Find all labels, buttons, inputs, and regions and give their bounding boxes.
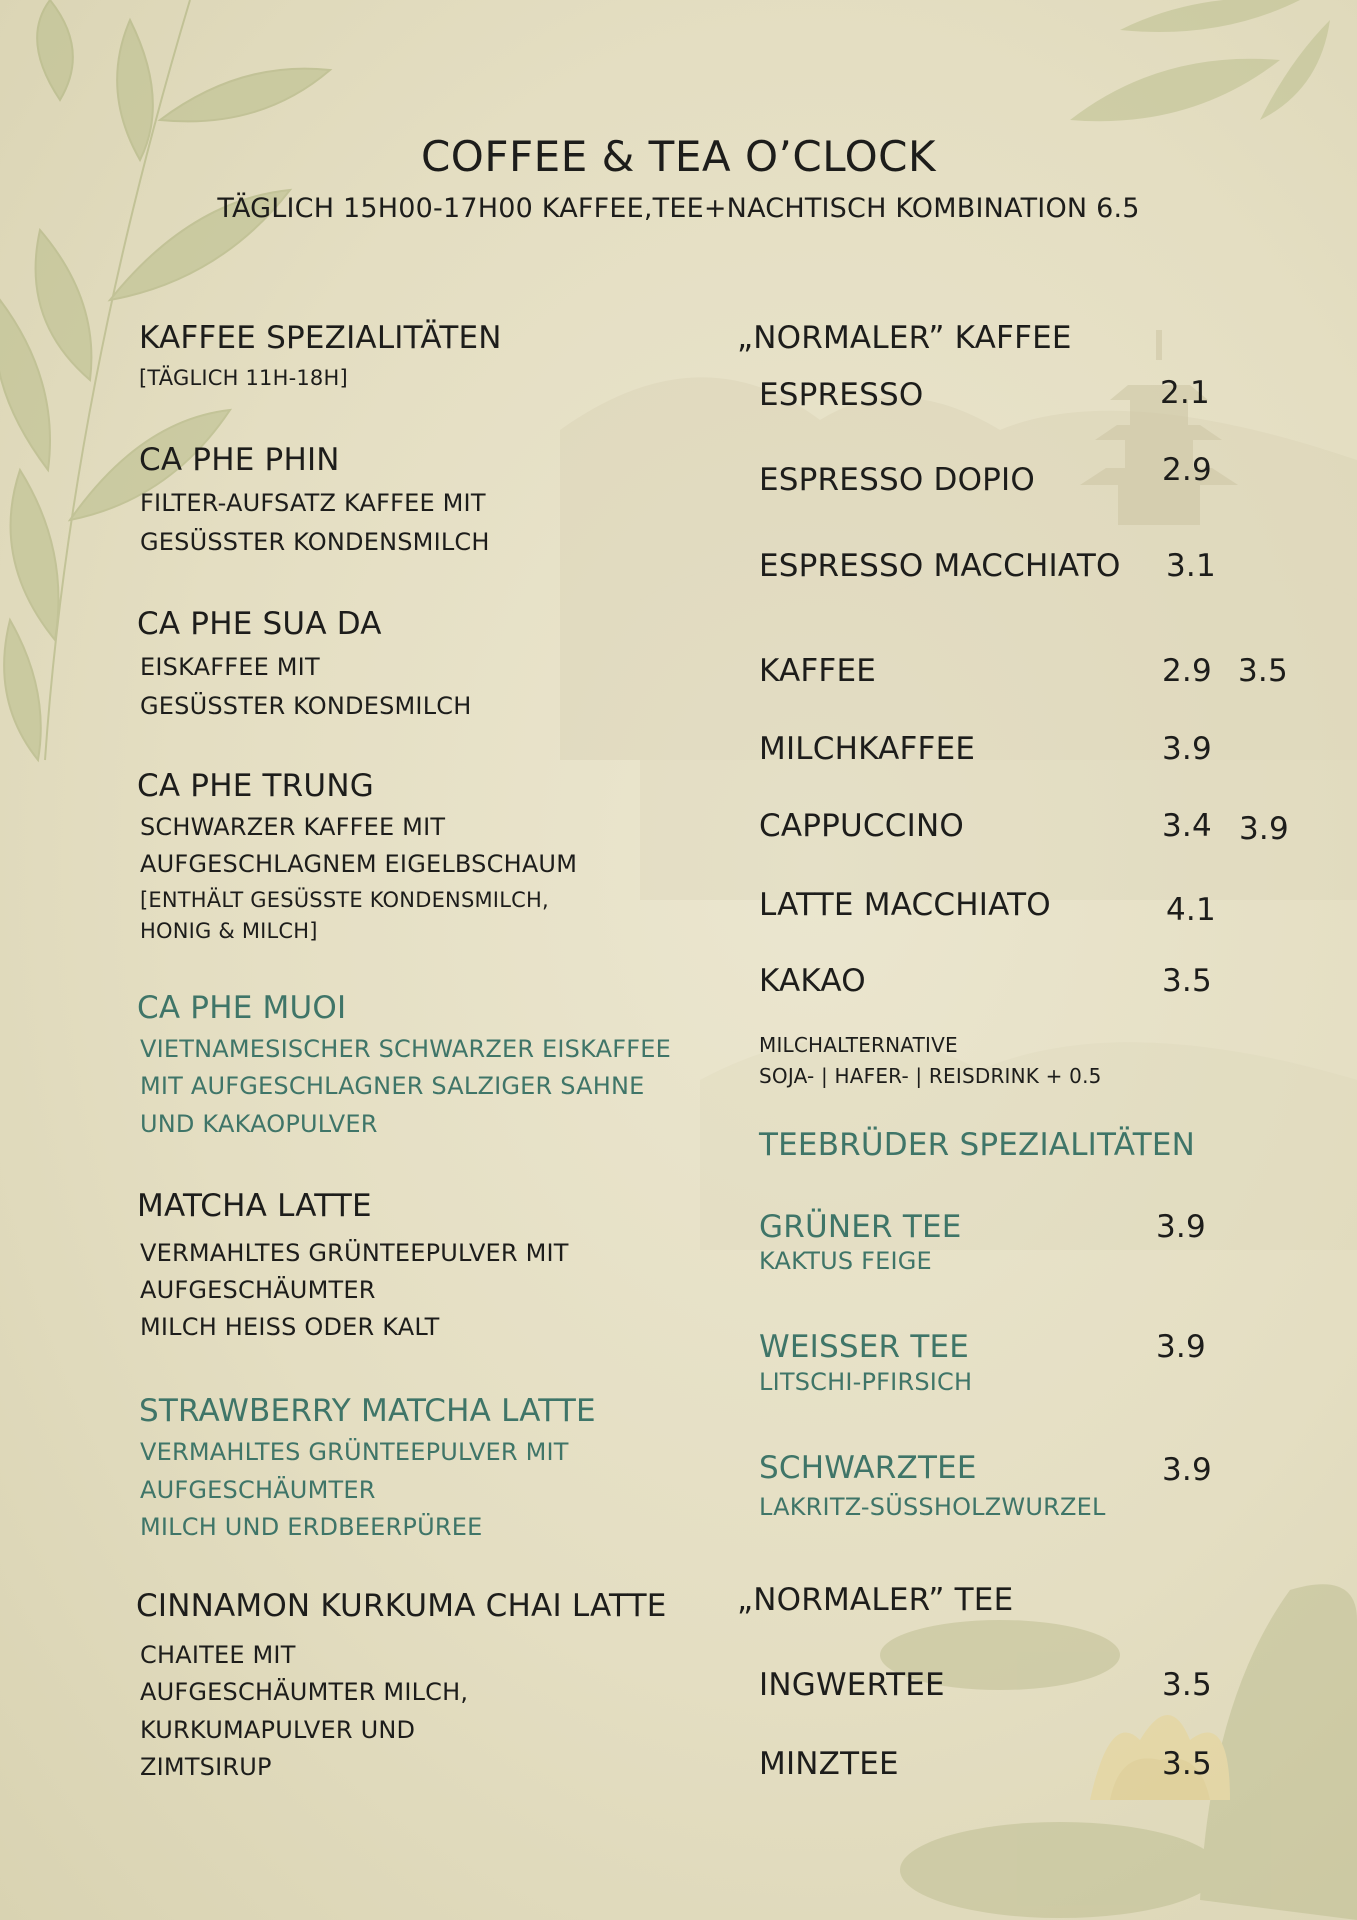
menu-item-desc: FILTER-AUFSATZ KAFFEE MIT [140,489,486,517]
menu-item-name: CAPPUCCINO [759,808,964,844]
menu-item-name: ESPRESSO [759,377,924,413]
menu-item-desc: UND KAKAOPULVER [140,1110,378,1138]
menu-item-desc: AUFGESCHÄUMTER MILCH, [140,1678,469,1706]
menu-item-price: 3.9 [1156,1209,1206,1245]
menu-item-name: CA PHE TRUNG [137,768,374,804]
menu-item-desc: GESÜSSTER KONDESMILCH [140,692,472,720]
menu-item-name: ESPRESSO MACCHIATO [759,548,1121,584]
menu-item-name: KAKAO [759,963,866,999]
menu-item-price: 4.1 [1166,892,1216,928]
menu-item-desc: MILCH HEISS ODER KALT [140,1313,440,1341]
menu-item-name: GRÜNER TEE [759,1209,962,1245]
menu-item-price: 3.9 [1156,1329,1206,1365]
menu-item-name: ESPRESSO DOPIO [759,462,1036,498]
milk-alternative-note: MILCHALTERNATIVE [759,1033,958,1057]
menu-item-desc: VERMAHLTES GRÜNTEEPULVER MIT [140,1438,569,1466]
section-heading-normal-tea: „NORMALER” TEE [737,1582,1014,1618]
menu-item-flavor: LITSCHI-PFIRSICH [759,1368,973,1396]
menu-item-desc: ZIMTSIRUP [140,1753,272,1781]
menu-item-name: INGWERTEE [759,1667,945,1703]
menu-item-price-large: 3.5 [1238,653,1288,689]
menu-item-name: MATCHA LATTE [137,1188,372,1224]
menu-item-name: CA PHE MUOI [137,990,347,1026]
menu-item-desc: KURKUMAPULVER UND [140,1716,416,1744]
menu-item-price: 3.4 [1162,808,1212,844]
menu-item-price: 3.5 [1162,1667,1212,1703]
section-heading-coffee-specialties: KAFFEE SPEZIALITÄTEN [139,320,502,356]
menu-item-name: LATTE MACCHIATO [759,887,1051,923]
menu-item-name: KAFFEE [759,653,877,689]
milk-alternative-note: SOJA- | HAFER- | REISDRINK + 0.5 [759,1064,1102,1088]
menu-item-desc: AUFGESCHÄUMTER [140,1276,376,1304]
menu-item-name: STRAWBERRY MATCHA LATTE [139,1393,596,1429]
menu-item-name: CINNAMON KURKUMA CHAI LATTE [136,1588,667,1624]
menu-item-name: CA PHE PHIN [139,442,340,478]
menu-item-note: [ENTHÄLT GESÜSSTE KONDENSMILCH, [140,888,549,912]
lotus-decoration [880,1584,1357,1920]
menu-item-note: HONIG & MILCH] [140,919,318,943]
menu-item-flavor: LAKRITZ-SÜSSHOLZWURZEL [759,1493,1106,1521]
menu-subtitle: TÄGLICH 15H00-17H00 KAFFEE,TEE+NACHTISCH KOMBINATION 6.5 [217,193,1140,224]
section-heading-tea-specialties: TEEBRÜDER SPEZIALITÄTEN [759,1127,1196,1163]
menu-item-name: SCHWARZTEE [759,1450,977,1486]
menu-item-price: 2.1 [1160,375,1210,411]
menu-item-desc: GESÜSSTER KONDENSMILCH [140,528,490,556]
menu-item-price: 3.9 [1162,1452,1212,1488]
leaf-branch-right [1070,0,1330,121]
menu-item-name: MILCHKAFFEE [759,731,976,767]
menu-item-desc: EISKAFFEE MIT [140,653,320,681]
menu-item-price-large: 3.9 [1239,811,1289,847]
menu-item-desc: CHAITEE MIT [140,1641,296,1669]
menu-item-desc: SCHWARZER KAFFEE MIT [140,813,446,841]
menu-item-desc: MILCH UND ERDBEERPÜREE [140,1513,483,1541]
menu-item-flavor: KAKTUS FEIGE [759,1247,932,1275]
section-heading-note: [TÄGLICH 11H-18H] [139,366,348,390]
menu-item-price: 3.1 [1166,548,1216,584]
menu-item-price: 3.5 [1162,1746,1212,1782]
section-heading-normal-coffee: „NORMALER” KAFFEE [737,320,1072,356]
menu-item-price: 3.9 [1162,731,1212,767]
menu-item-desc: MIT AUFGESCHLAGNER SALZIGER SAHNE [140,1072,645,1100]
menu-item-name: MINZTEE [759,1746,899,1782]
menu-item-desc: VERMAHLTES GRÜNTEEPULVER MIT [140,1239,569,1267]
menu-item-desc: VIETNAMESISCHER SCHWARZER EISKAFFEE [140,1035,671,1063]
menu-item-price: 2.9 [1162,653,1212,689]
menu-title: COFFEE & TEA O’CLOCK [420,132,937,181]
menu-item-name: CA PHE SUA DA [137,606,382,642]
menu-item-price: 3.5 [1162,963,1212,999]
menu-item-price: 2.9 [1162,452,1212,488]
menu-item-name: WEISSER TEE [759,1329,970,1365]
menu-item-desc: AUFGESCHLAGNEM EIGELBSCHAUM [140,850,578,878]
menu-item-desc: AUFGESCHÄUMTER [140,1476,376,1504]
